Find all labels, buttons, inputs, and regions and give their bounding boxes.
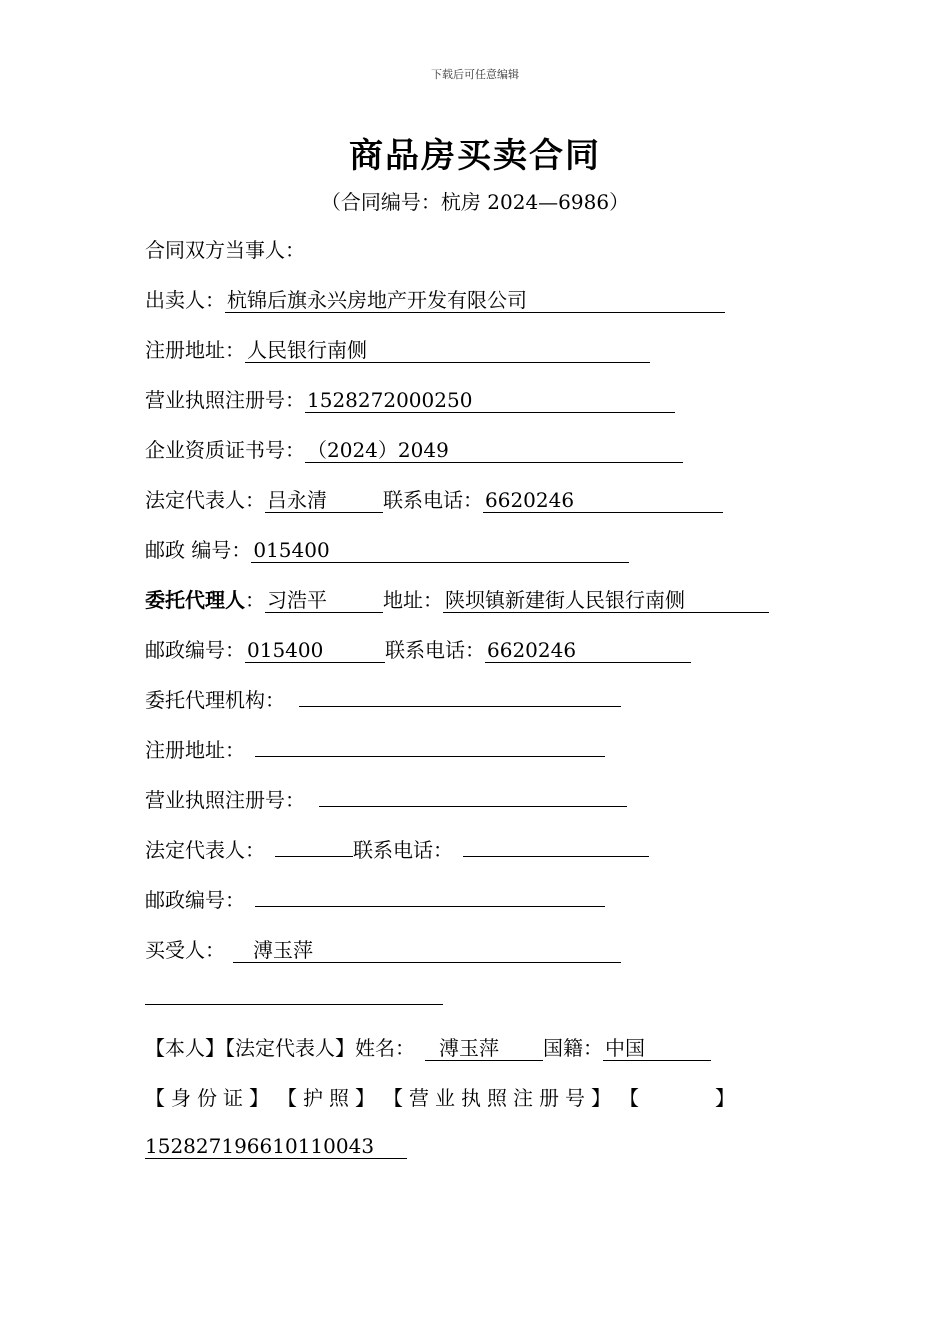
seller-license-field[interactable] bbox=[305, 388, 675, 413]
seller-license-label: 营业执照注册号： bbox=[145, 388, 305, 412]
agent-value: 习浩平 bbox=[267, 588, 327, 612]
seller-phone-field[interactable] bbox=[483, 488, 723, 513]
parties-heading: 合同双方当事人： bbox=[145, 238, 305, 262]
id-type-license[interactable]: 【营业执照注册号】 bbox=[393, 1086, 617, 1110]
buyer-extra-row bbox=[145, 984, 443, 1012]
seller-license-row bbox=[145, 386, 675, 414]
id-type-other-close: 】 bbox=[715, 1086, 741, 1110]
seller-phone-label: 联系电话： bbox=[383, 488, 483, 512]
agency-license-label: 营业执照注册号： bbox=[145, 788, 305, 812]
seller-rep-row bbox=[145, 486, 723, 514]
agent-phone-field[interactable] bbox=[485, 638, 691, 663]
seller-postcode-value: 015400 bbox=[253, 538, 330, 562]
agency-phone-label: 联系电话： bbox=[353, 838, 453, 862]
seller-phone-value: 6620246 bbox=[485, 488, 575, 512]
agency-postcode-label: 邮政编号： bbox=[145, 888, 245, 912]
agent-row bbox=[145, 586, 769, 614]
seller-address-field[interactable] bbox=[245, 338, 650, 363]
buyer-identity-row bbox=[145, 1034, 711, 1062]
buyer-identity-label: 【本人】【法定代表人】姓名： bbox=[145, 1036, 415, 1060]
id-type-passport[interactable]: 【护照】 bbox=[287, 1086, 381, 1110]
buyer-field[interactable] bbox=[233, 938, 621, 963]
agency-license-field[interactable] bbox=[319, 806, 627, 807]
buyer-name-value: 溥玉萍 bbox=[439, 1036, 499, 1060]
seller-qualification-label: 企业资质证书号： bbox=[145, 438, 305, 462]
buyer-value: 溥玉萍 bbox=[253, 938, 313, 962]
agent-address-label: 地址： bbox=[383, 588, 443, 612]
agent-label: 委托代理人 bbox=[145, 588, 245, 612]
seller-label: 出卖人： bbox=[145, 288, 225, 312]
agent-phone-value: 6620246 bbox=[487, 638, 577, 662]
buyer-nationality-field[interactable] bbox=[603, 1036, 711, 1061]
agency-address-label: 注册地址： bbox=[145, 738, 245, 762]
seller-rep-label: 法定代表人： bbox=[145, 488, 265, 512]
agent-phone-label: 联系电话： bbox=[385, 638, 485, 662]
agency-postcode-field[interactable] bbox=[255, 906, 605, 907]
seller-row bbox=[145, 286, 725, 314]
agent-postcode-row bbox=[145, 636, 691, 664]
agency-label: 委托代理机构： bbox=[145, 688, 285, 712]
agent-field[interactable] bbox=[265, 588, 383, 613]
id-type-other-open[interactable]: 【 bbox=[629, 1086, 645, 1110]
buyer-id-types-row bbox=[145, 1084, 741, 1112]
header-note: 下载后可任意编辑 bbox=[431, 68, 519, 81]
seller-rep-field[interactable] bbox=[265, 488, 383, 513]
seller-postcode-label: 邮政 编号： bbox=[145, 538, 252, 562]
agent-address-value: 陕坝镇新建街人民银行南侧 bbox=[445, 588, 685, 612]
buyer-name-field[interactable] bbox=[425, 1036, 543, 1061]
agency-field[interactable] bbox=[299, 706, 621, 707]
agency-address-row bbox=[145, 736, 605, 764]
seller-value: 杭锦后旗永兴房地产开发有限公司 bbox=[227, 288, 527, 312]
seller-license-value: 1528272000250 bbox=[307, 388, 473, 412]
agent-colon: ： bbox=[245, 588, 265, 612]
buyer-nationality-label: 国籍： bbox=[543, 1036, 603, 1060]
agency-row bbox=[145, 686, 621, 714]
seller-qualification-value: （2024）2049 bbox=[307, 438, 449, 462]
document-title: 商品房买卖合同 bbox=[349, 136, 601, 176]
seller-qualification-field[interactable] bbox=[305, 438, 683, 463]
seller-rep-value: 吕永清 bbox=[267, 488, 327, 512]
id-type-idcard[interactable]: 【身份证】 bbox=[145, 1086, 275, 1110]
agent-address-field[interactable] bbox=[443, 588, 769, 613]
buyer-id-number-row bbox=[145, 1132, 407, 1160]
buyer-row bbox=[145, 936, 621, 964]
buyer-extra-field[interactable] bbox=[145, 1004, 443, 1005]
agency-license-row bbox=[145, 786, 627, 814]
seller-address-row bbox=[145, 336, 650, 364]
seller-postcode-field[interactable] bbox=[251, 538, 629, 563]
contract-number: （合同编号：杭房 2024—6986） bbox=[320, 190, 630, 214]
buyer-id-number-field[interactable] bbox=[145, 1134, 407, 1159]
seller-address-value: 人民银行南侧 bbox=[247, 338, 367, 362]
agency-postcode-row bbox=[145, 886, 605, 914]
buyer-id-number-value: 152827196610110043 bbox=[145, 1134, 375, 1158]
agency-rep-field[interactable] bbox=[275, 856, 353, 857]
agent-postcode-label: 邮政编号： bbox=[145, 638, 245, 662]
agency-phone-field[interactable] bbox=[463, 856, 649, 857]
seller-postcode-row bbox=[145, 536, 629, 564]
agency-rep-row bbox=[145, 836, 649, 864]
buyer-nationality-value: 中国 bbox=[605, 1036, 645, 1060]
buyer-label: 买受人： bbox=[145, 938, 225, 962]
seller-field[interactable] bbox=[225, 288, 725, 313]
seller-address-label: 注册地址： bbox=[145, 338, 245, 362]
agent-postcode-field[interactable] bbox=[245, 638, 385, 663]
agency-rep-label: 法定代表人： bbox=[145, 838, 265, 862]
seller-qualification-row bbox=[145, 436, 683, 464]
agency-address-field[interactable] bbox=[255, 756, 605, 757]
agent-postcode-value: 015400 bbox=[247, 638, 324, 662]
